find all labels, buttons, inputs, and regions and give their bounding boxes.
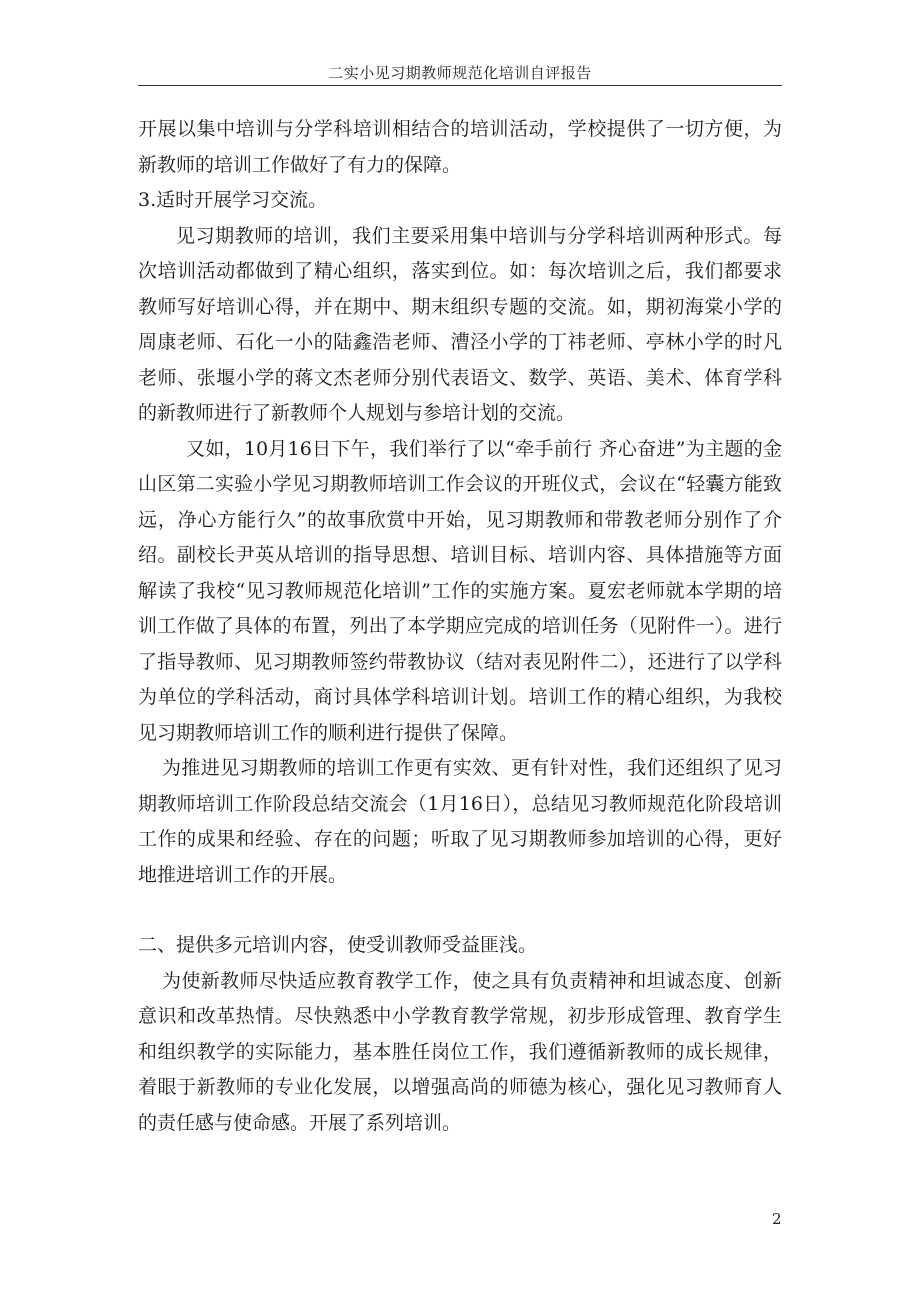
section-spacer bbox=[138, 893, 782, 928]
paragraph-opening-ceremony: 又如，10月16日下午，我们举行了以“牵手前行 齐心奋进”为主题的金山区第二实验小学见习期教师培训工作会议的开班仪式，会议在“轻囊方能致远，净心方能行久”的故事欣赏中开始，见习期教师和带教老师分别作了介绍。副校长尹英从培训的指导思想、培训目标、培训内容、具体措施等方面解读了我校“见习教师规范化培训”工作的实施方案。夏宏老师就本学期的培训工作做了具体的布置，列出了本学期应完成的培训任务（见附件一）。进行了指导教师、见习期教师签约带教协议（结对表见附件二），还进行了以学科为单位的学科活动，商讨具体学科培训计划。培训工作的精心组织，为我校见习期教师培训工作的顺利进行提供了保障。 bbox=[138, 437, 782, 744]
paragraph-summary-meeting: 为推进见习期教师的培训工作更有实效、更有针对性，我们还组织了见习期教师培训工作阶段总结交流会（1月16日），总结见习教师规范化阶段培训工作的成果和经验、存在的问题；听取了见习期教师参加培训的心得，更好地推进培训工作的开展。 bbox=[138, 757, 782, 886]
paragraph-series-training: 为使新教师尽快适应教育教学工作，使之具有负责精神和坦诚态度、创新意识和改革热情。尽快熟悉中小学教育教学常规，初步形成管理、教育学生和组织教学的实际能力，基本胜任岗位工作，我们遵循新教师的成长规律，着眼于新教师的专业化发展，以增强高尚的师德为核心，强化见习教师育人的责任感与使命感。开展了系列培训。 bbox=[138, 969, 782, 1134]
document-body bbox=[138, 112, 782, 1141]
page-number: 2 bbox=[772, 1210, 782, 1228]
running-header: 二实小见习期教师规范化培训自评报告 bbox=[328, 64, 592, 82]
subheading-learning-exchange: 3.适时开展学习交流。 bbox=[138, 189, 328, 211]
paragraph-continuation: 开展以集中培训与分学科培训相结合的培训活动，学校提供了一切方便，为新教师的培训工作做好了有力的保障。 bbox=[138, 118, 782, 176]
paragraph-training-forms: 见习期教师的培训，我们主要采用集中培训与分学科培训两种形式。每次培训活动都做到了精心组织，落实到位。如：每次培训之后，我们都要求教师写好培训心得，并在期中、期末组织专题的交流。如，期初海棠小学的周康老师、石化一小的陆鑫浩老师、漕泾小学的丁祎老师、亭林小学的时凡老师、张堰小学的蒋文杰老师分别代表语文、数学、英语、美术、体育学科的新教师进行了新教师个人规划与参培计划的交流。 bbox=[138, 224, 782, 424]
section-heading-diverse-content: 二、提供多元培训内容，使受训教师受益匪浅。 bbox=[138, 934, 538, 956]
header-divider bbox=[138, 85, 782, 86]
